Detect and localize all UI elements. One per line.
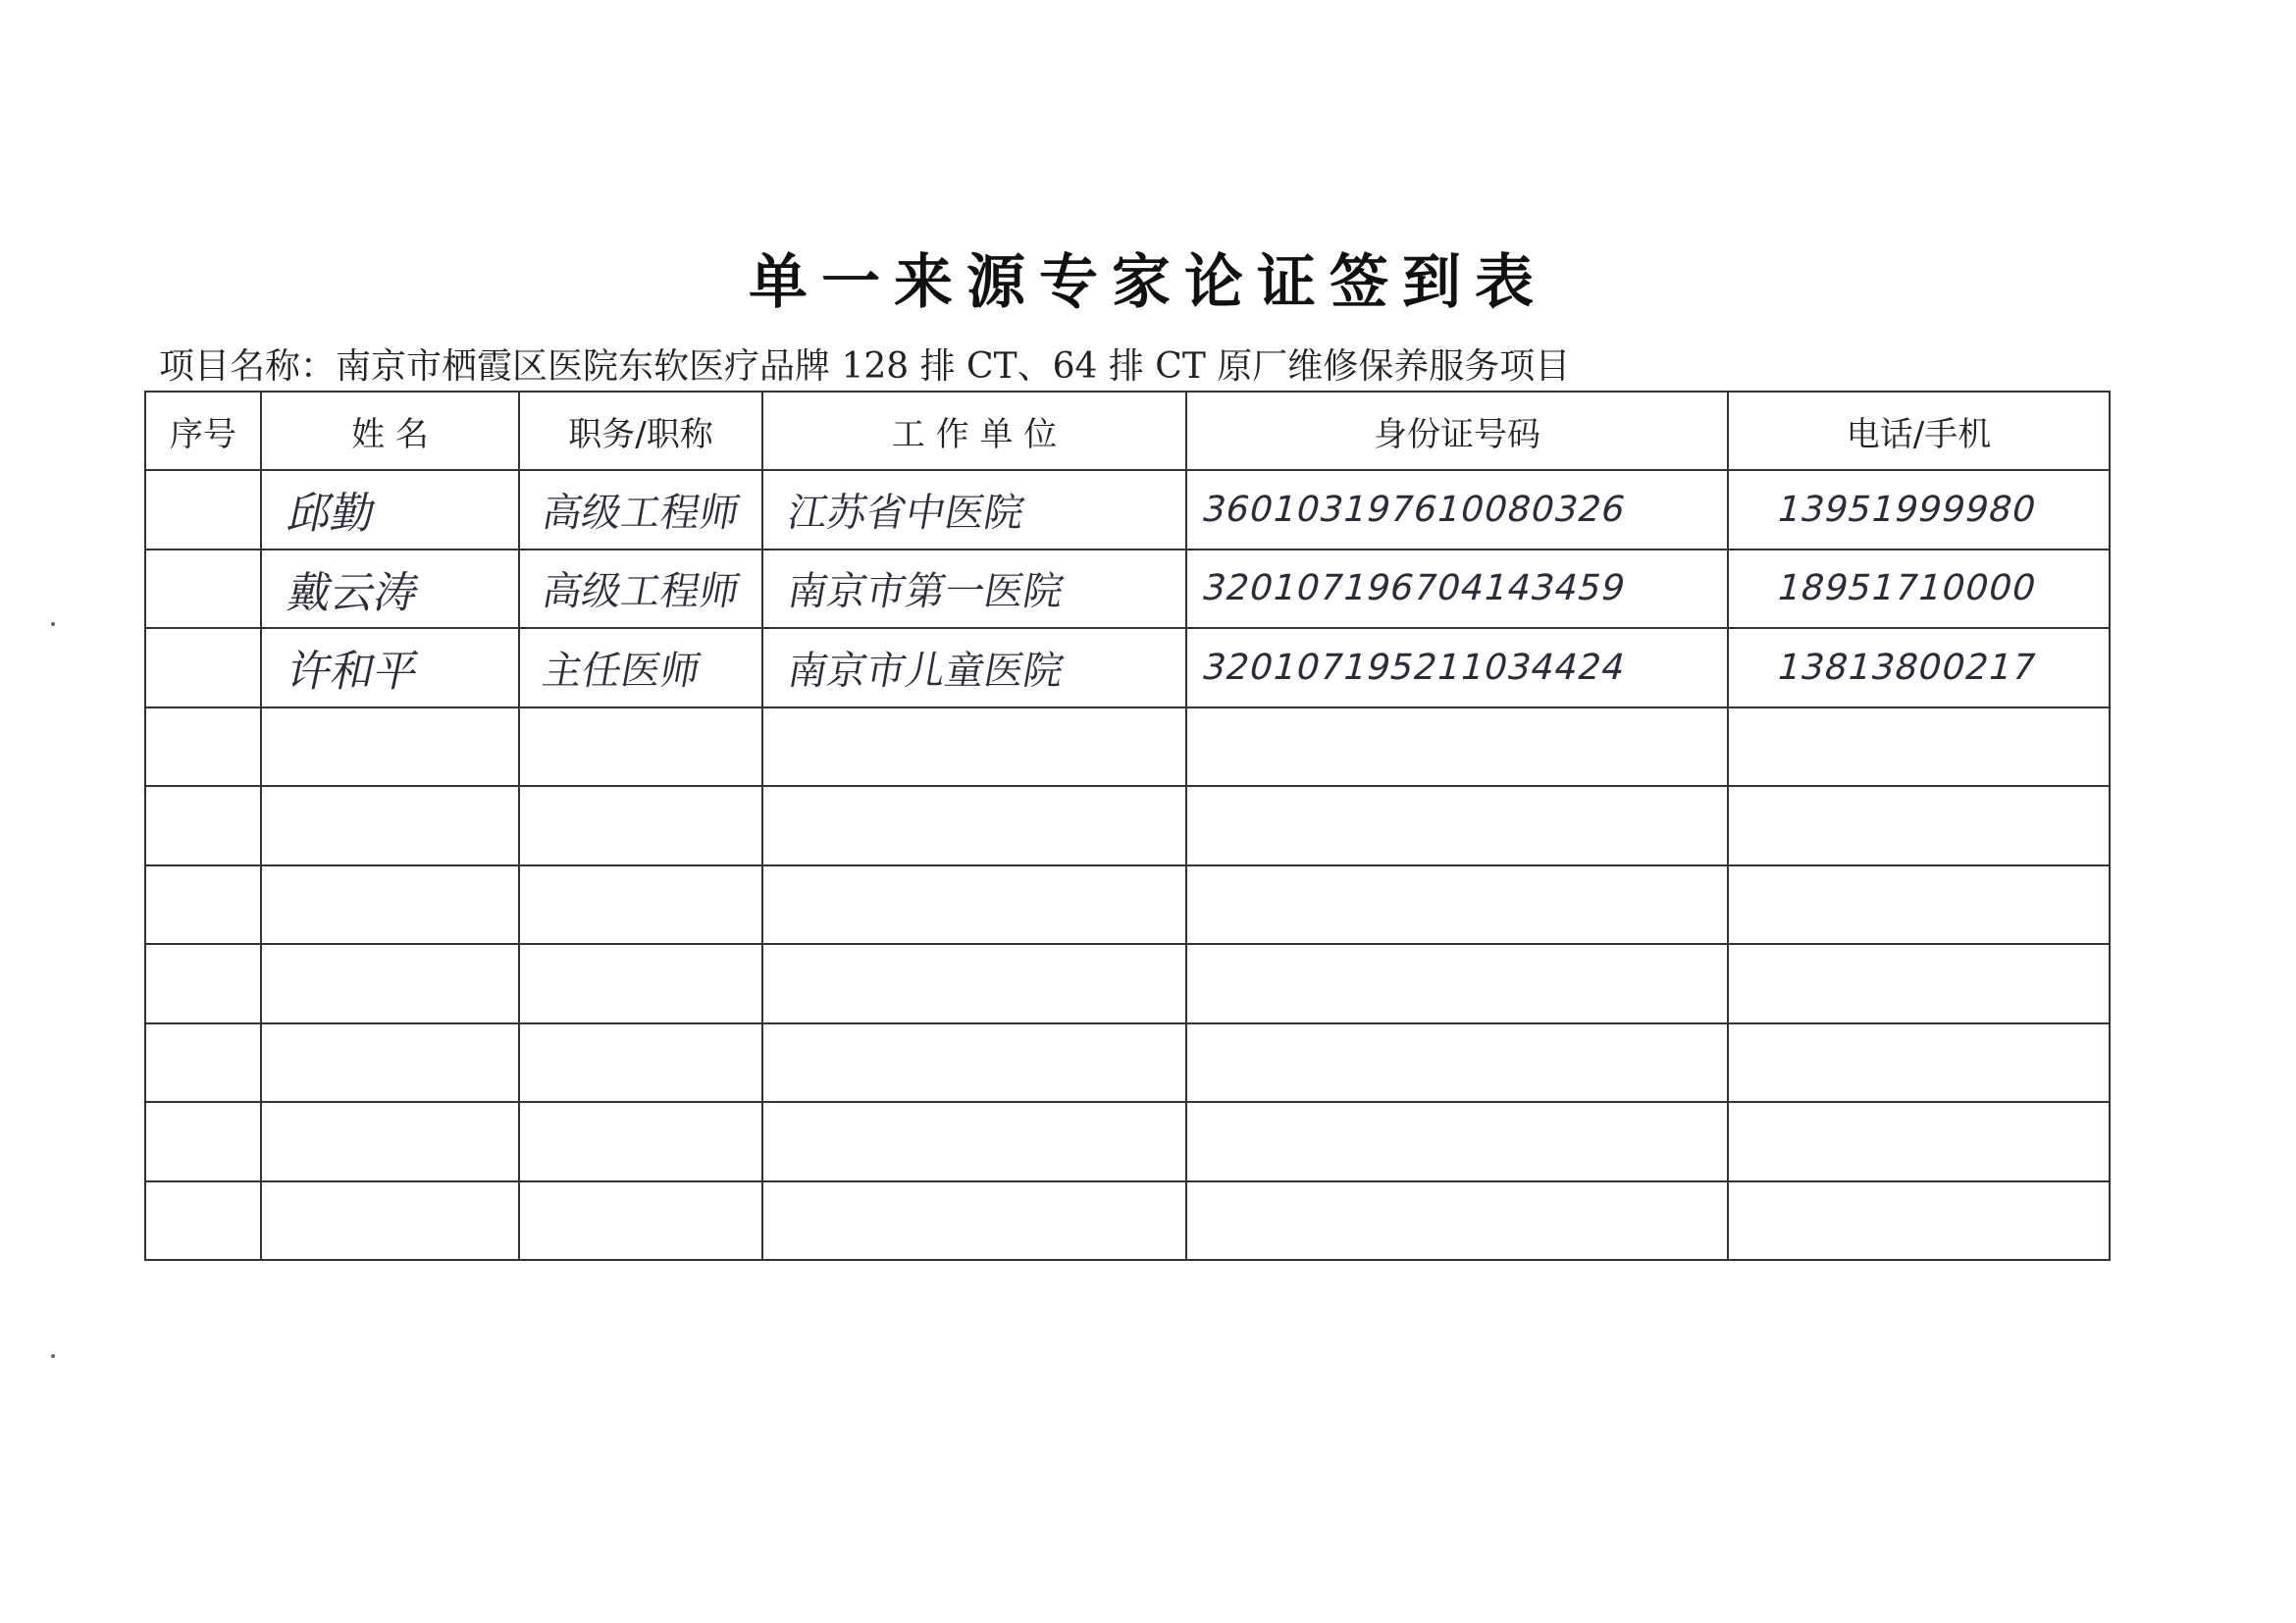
cell-seq: [145, 786, 261, 865]
handwritten-workplace: 南京市儿童医院: [784, 648, 1068, 694]
cell-seq: [145, 470, 261, 550]
cell-position: [519, 1023, 762, 1103]
header-name: 姓 名: [261, 392, 519, 470]
cell-name: [261, 944, 519, 1023]
cell-phone: [1728, 628, 2110, 707]
header-position: 职务/职称: [519, 392, 762, 470]
table-row: [145, 1181, 2110, 1261]
header-seq: 序号: [145, 392, 261, 470]
cell-id-number: [1186, 628, 1728, 707]
cell-position: [519, 786, 762, 865]
table-row: [145, 707, 2110, 787]
cell-phone: [1728, 1023, 2110, 1103]
cell-name: [261, 1102, 519, 1181]
table-row: [145, 944, 2110, 1023]
cell-workplace: [762, 1102, 1186, 1181]
handwritten-phone: 13951999980: [1772, 489, 2042, 530]
project-name-line: 项目名称：南京市栖霞区医院东软医疗品牌 128 排 CT、64 排 CT 原厂维修保养服务项目: [159, 346, 1571, 387]
cell-id-number: [1186, 470, 1728, 550]
table-row: [145, 786, 2110, 865]
cell-name: [261, 786, 519, 865]
cell-position: [519, 628, 762, 707]
table-row: [145, 550, 2110, 629]
table-row: [145, 628, 2110, 707]
cell-position: [519, 707, 762, 787]
cell-phone: [1728, 865, 2110, 945]
header-id-number: 身份证号码: [1186, 392, 1728, 470]
cell-phone: [1728, 786, 2110, 865]
cell-seq: [145, 865, 261, 945]
cell-name: [261, 470, 519, 550]
cell-position: [519, 550, 762, 629]
handwritten-workplace: 江苏省中医院: [784, 490, 1028, 536]
cell-position: [519, 1181, 762, 1261]
handwritten-workplace: 南京市第一医院: [784, 569, 1068, 615]
cell-seq: [145, 1023, 261, 1103]
cell-phone: [1728, 944, 2110, 1023]
handwritten-name: 许和平: [283, 647, 424, 698]
cell-name: [261, 550, 519, 629]
cell-workplace: [762, 707, 1186, 787]
cell-name: [261, 865, 519, 945]
cell-workplace: [762, 1181, 1186, 1261]
cell-seq: [145, 1181, 261, 1261]
handwritten-id-number: 360103197610080326: [1197, 489, 1631, 530]
scan-speck: [51, 622, 55, 626]
handwritten-id-number: 320107195211034424: [1197, 647, 1631, 688]
cell-id-number: [1186, 865, 1728, 945]
cell-id-number: [1186, 707, 1728, 787]
page-title: 单一来源专家论证签到表: [749, 248, 1547, 317]
cell-name: [261, 1023, 519, 1103]
table-row: [145, 1023, 2110, 1103]
cell-seq: [145, 1102, 261, 1181]
handwritten-phone: 18951710000: [1772, 568, 2042, 609]
cell-phone: [1728, 707, 2110, 787]
cell-phone: [1728, 470, 2110, 550]
handwritten-id-number: 320107196704143459: [1197, 568, 1631, 609]
cell-id-number: [1186, 1102, 1728, 1181]
header-phone: 电话/手机: [1728, 392, 2110, 470]
cell-seq: [145, 944, 261, 1023]
table-row: [145, 1102, 2110, 1181]
cell-id-number: [1186, 786, 1728, 865]
scan-speck: [51, 1354, 55, 1358]
cell-position: [519, 865, 762, 945]
cell-position: [519, 944, 762, 1023]
cell-workplace: [762, 865, 1186, 945]
cell-workplace: [762, 1023, 1186, 1103]
cell-id-number: [1186, 1181, 1728, 1261]
table-row: [145, 865, 2110, 945]
cell-name: [261, 1181, 519, 1261]
cell-workplace: [762, 944, 1186, 1023]
cell-seq: [145, 550, 261, 629]
cell-id-number: [1186, 1023, 1728, 1103]
cell-position: [519, 1102, 762, 1181]
cell-workplace: [762, 550, 1186, 629]
header-workplace: 工 作 单 位: [762, 392, 1186, 470]
cell-seq: [145, 628, 261, 707]
table-header-row: [145, 392, 2110, 470]
cell-id-number: [1186, 550, 1728, 629]
cell-workplace: [762, 786, 1186, 865]
cell-workplace: [762, 628, 1186, 707]
handwritten-position: 高级工程师: [539, 490, 744, 536]
cell-phone: [1728, 1102, 2110, 1181]
cell-position: [519, 470, 762, 550]
sign-in-table: [144, 391, 2111, 1261]
cell-id-number: [1186, 944, 1728, 1023]
cell-name: [261, 707, 519, 787]
handwritten-position: 主任医师: [539, 648, 704, 694]
handwritten-position: 高级工程师: [539, 569, 744, 615]
handwritten-name: 邱勤: [283, 489, 381, 540]
cell-phone: [1728, 550, 2110, 629]
handwritten-phone: 13813800217: [1772, 647, 2042, 688]
handwritten-name: 戴云涛: [283, 567, 424, 618]
cell-name: [261, 628, 519, 707]
cell-workplace: [762, 470, 1186, 550]
cell-phone: [1728, 1181, 2110, 1261]
table-row: [145, 470, 2110, 550]
cell-seq: [145, 707, 261, 787]
